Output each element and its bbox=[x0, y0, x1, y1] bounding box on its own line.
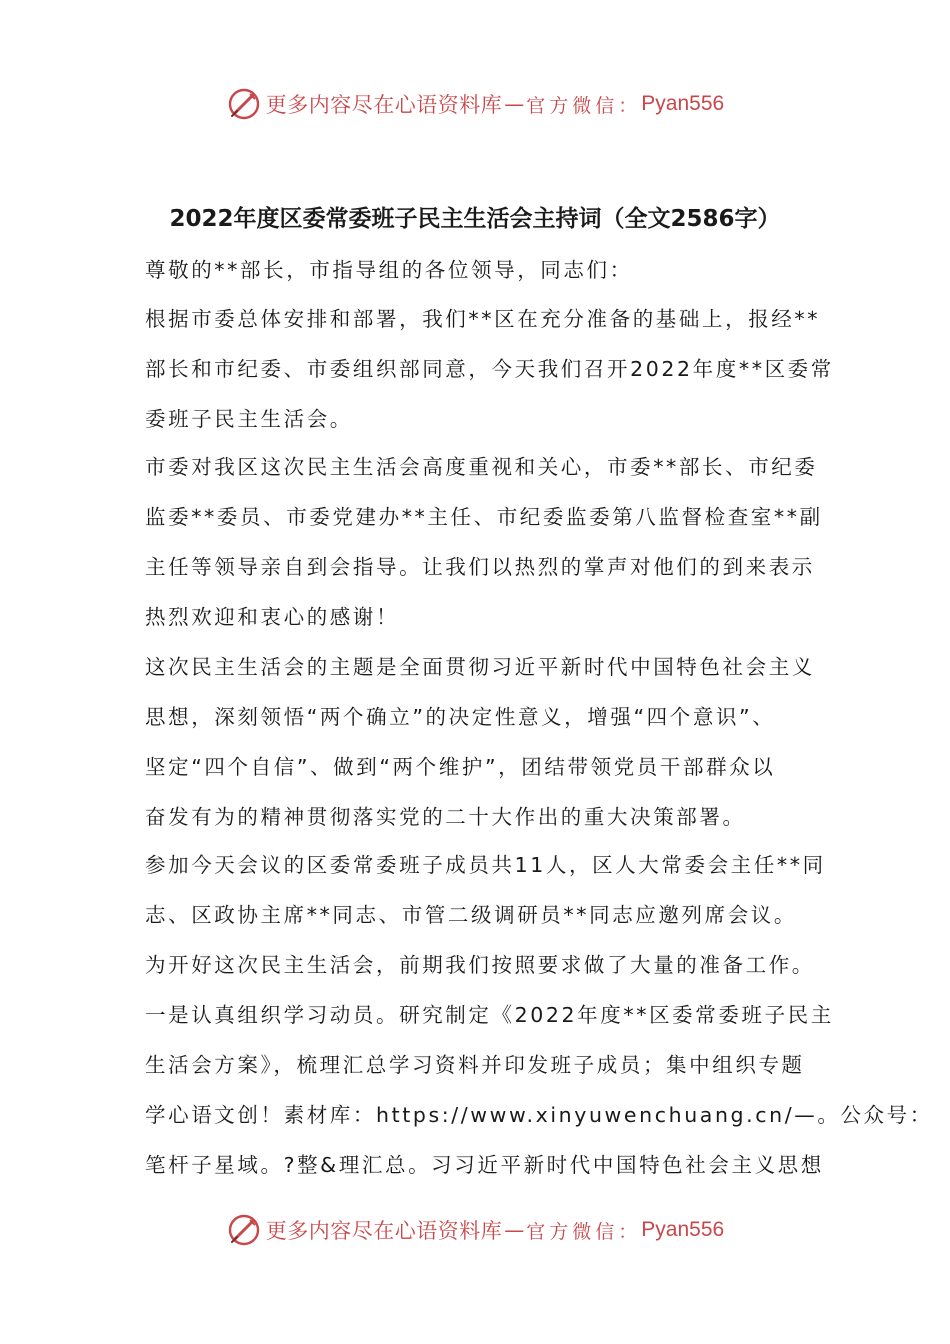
watermark-dash: — bbox=[504, 1218, 525, 1242]
paragraph-1 bbox=[145, 294, 834, 444]
paragraph-6 bbox=[145, 990, 933, 1190]
text-line: 主任等领导亲自到会指导。让我们以热烈的掌声对他们的到来表示 bbox=[145, 555, 815, 579]
text-line: 这次民主生活会的主题是全面贯彻习近平新时代中国特色社会主义 bbox=[145, 655, 815, 679]
paragraph-5 bbox=[145, 940, 813, 990]
watermark-text: 更多内容尽在心语资料库 bbox=[265, 93, 503, 117]
text-line: 委班子民主生活会。 bbox=[145, 407, 353, 431]
pen-logo-icon bbox=[226, 1212, 262, 1248]
text-line: 参加今天会议的区委常委班子成员共11人，区人大常委会主任**同 bbox=[145, 853, 826, 877]
watermark-wechat-label: 官方微信： bbox=[526, 94, 642, 117]
text-line: 一是认真组织学习动员。研究制定《2022年度**区委常委班子民主 bbox=[145, 1003, 834, 1027]
watermark-wechat-id: Pyan556 bbox=[641, 92, 725, 115]
text-line: 学心语文创！素材库：https://www.xinyuwenchuang.cn/—。公众号： bbox=[145, 1103, 933, 1127]
paragraph-2 bbox=[145, 442, 823, 642]
paragraph-3 bbox=[145, 642, 813, 842]
watermark-wechat-label: 官方微信： bbox=[526, 1220, 642, 1243]
text-line: 部长和市纪委、市委组织部同意，今天我们召开2022年度**区委常 bbox=[145, 357, 834, 381]
text-line: 尊敬的**部长，市指导组的各位领导，同志们： bbox=[145, 258, 633, 282]
watermark-banner-top bbox=[0, 82, 950, 126]
watermark-text: 更多内容尽在心语资料库 bbox=[265, 1219, 503, 1243]
text-line: 思想，深刻领悟“两个确立”的决定性意义，增强“四个意识”、 bbox=[145, 705, 776, 729]
paragraph-salutation bbox=[145, 245, 813, 295]
watermark-dash: — bbox=[504, 92, 525, 116]
watermark-wechat-id: Pyan556 bbox=[641, 1218, 725, 1241]
text-line: 市委对我区这次民主生活会高度重视和关心，市委**部长、市纪委 bbox=[145, 455, 818, 479]
text-line: 志、区政协主席**同志、市管二级调研员**同志应邀列席会议。 bbox=[145, 903, 797, 927]
text-line: 为开好这次民主生活会，前期我们按照要求做了大量的准备工作。 bbox=[145, 953, 815, 977]
text-line: 坚定“四个自信”、做到“两个维护”，团结带领党员干部群众以 bbox=[145, 755, 776, 779]
text-line: 生活会方案》，梳理汇总学习资料并印发班子成员；集中组织专题 bbox=[145, 1053, 805, 1077]
paragraph-4 bbox=[145, 840, 826, 940]
text-line: 根据市委总体安排和部署，我们**区在充分准备的基础上，报经** bbox=[145, 307, 821, 331]
text-line: 监委**委员、市委党建办**主任、市纪委监委第八监督检查室**副 bbox=[145, 505, 823, 529]
text-line: 笔杆子星域。?整&理汇总。习习近平新时代中国特色社会主义思想 bbox=[145, 1153, 824, 1177]
pen-logo-icon bbox=[226, 86, 262, 122]
text-line: 奋发有为的精神贯彻落实党的二十大作出的重大决策部署。 bbox=[145, 805, 746, 829]
text-line: 热烈欢迎和衷心的感谢！ bbox=[145, 605, 400, 629]
document-title: 2022年度区委常委班子民主生活会主持词（全文2586字） bbox=[169, 206, 781, 232]
watermark-banner-bottom bbox=[0, 1208, 950, 1252]
